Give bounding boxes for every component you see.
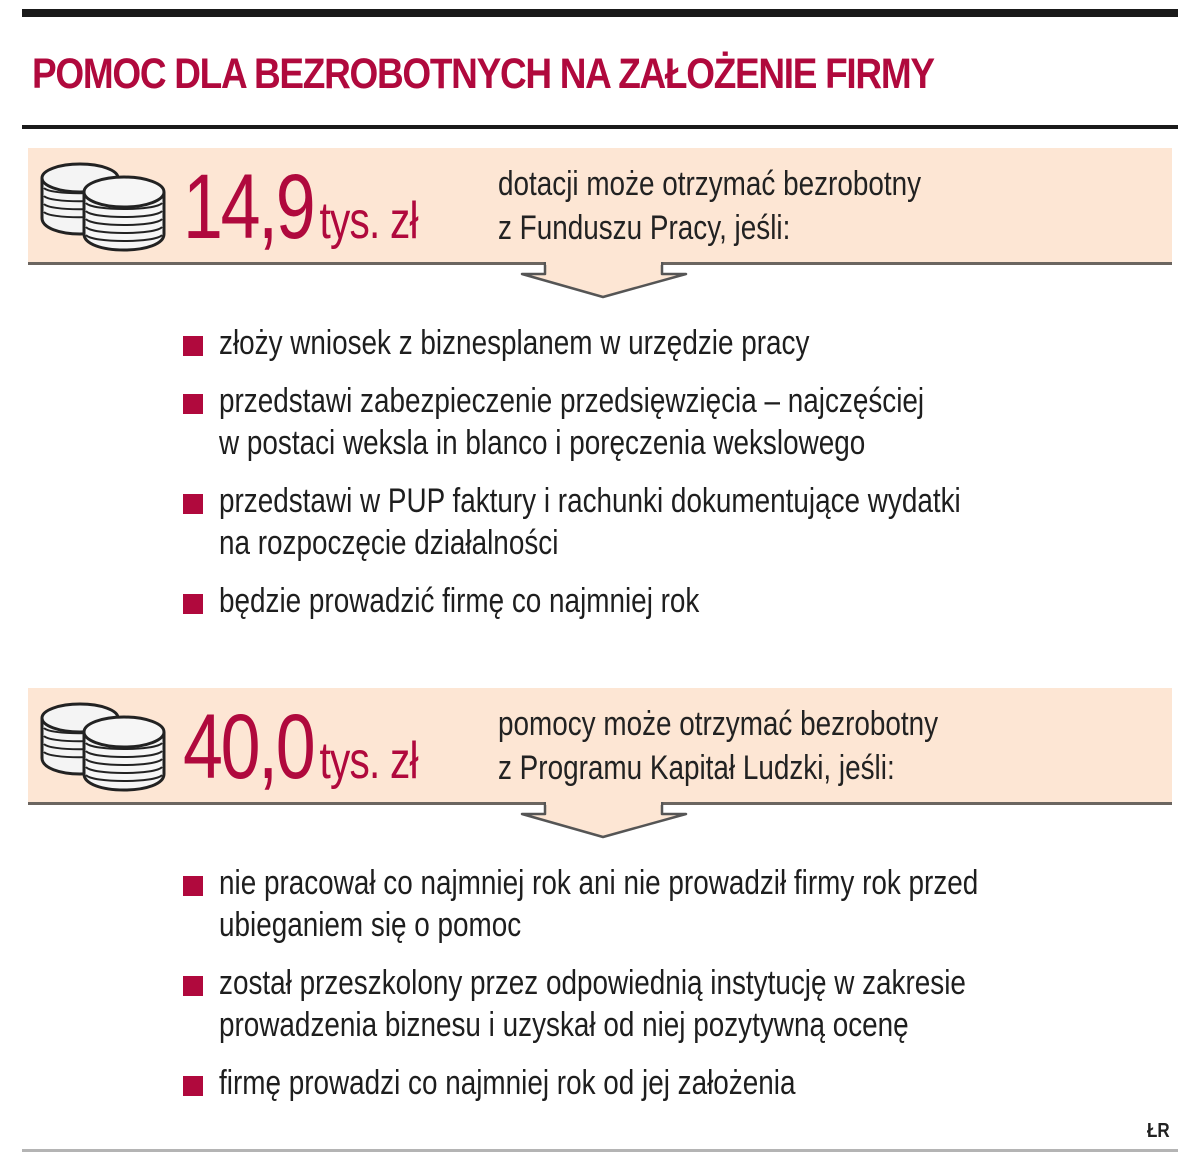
bullet-square-icon [183,336,203,356]
description-line: z Funduszu Pracy, jeśli: [498,209,791,247]
amount-band-kapital-ludzki [28,688,1172,805]
amount-description [498,702,938,790]
arrow-down-icon [520,262,690,302]
condition-item [183,862,1145,946]
amount-value [183,692,418,802]
amount-unit: tys. zł [319,192,418,250]
arrow-down-icon [520,802,690,842]
bullet-square-icon [183,876,203,896]
bullet-square-icon [183,394,203,414]
condition-item [183,322,1124,364]
conditions-list-kapital-ludzki [183,862,1145,1120]
amount-description [498,162,921,250]
amount-number: 14,9 [183,156,314,258]
top-rule [22,9,1178,17]
page-title: POMOC DLA BEZROBOTNYCH NA ZAŁOŻENIE FIRMY [32,50,934,98]
amount-number: 40,0 [183,696,314,798]
condition-text: na rozpoczęcie działalności [219,524,559,562]
author-credit: ŁR [1147,1120,1170,1142]
condition-item [183,580,1124,622]
condition-text: złoży wniosek z biznesplanem w urzędzie pracy [219,324,810,362]
coins-stack-icon [34,156,170,256]
bullet-square-icon [183,976,203,996]
condition-item [183,380,1124,464]
description-line: pomocy może otrzymać bezrobotny [498,705,939,743]
description-line: dotacji może otrzymać bezrobotny [498,165,922,203]
bullet-square-icon [183,494,203,514]
conditions-list-fundusz-pracy [183,322,1124,638]
condition-text: firmę prowadzi co najmniej rok od jej założenia [219,1064,796,1102]
title-rule [22,125,1178,129]
condition-item [183,480,1124,564]
condition-item [183,962,1145,1046]
bullet-square-icon [183,594,203,614]
condition-text: nie pracował co najmniej rok ani nie prowadził firmy rok przed [219,864,979,902]
condition-text: w postaci weksla in blanco i poręczenia wekslowego [219,424,866,462]
description-line: z Programu Kapitał Ludzki, jeśli: [498,749,895,787]
bullet-square-icon [183,1076,203,1096]
condition-text: został przeszkolony przez odpowiednią instytucję w zakresie [219,964,966,1002]
amount-value [183,152,418,262]
condition-text: ubieganiem się o pomoc [219,906,522,944]
amount-band-fundusz-pracy [28,148,1172,265]
condition-text: prowadzenia biznesu i uzyskał od niej pozytywną ocenę [219,1006,909,1044]
condition-item [183,1062,1145,1104]
coins-stack-icon [34,696,170,796]
condition-text: przedstawi w PUP faktury i rachunki dokumentujące wydatki [219,482,961,520]
condition-text: przedstawi zabezpieczenie przedsięwzięcia – najczęściej [219,382,925,420]
condition-text: będzie prowadzić firmę co najmniej rok [219,582,700,620]
bottom-rule [22,1149,1178,1152]
amount-unit: tys. zł [319,732,418,790]
